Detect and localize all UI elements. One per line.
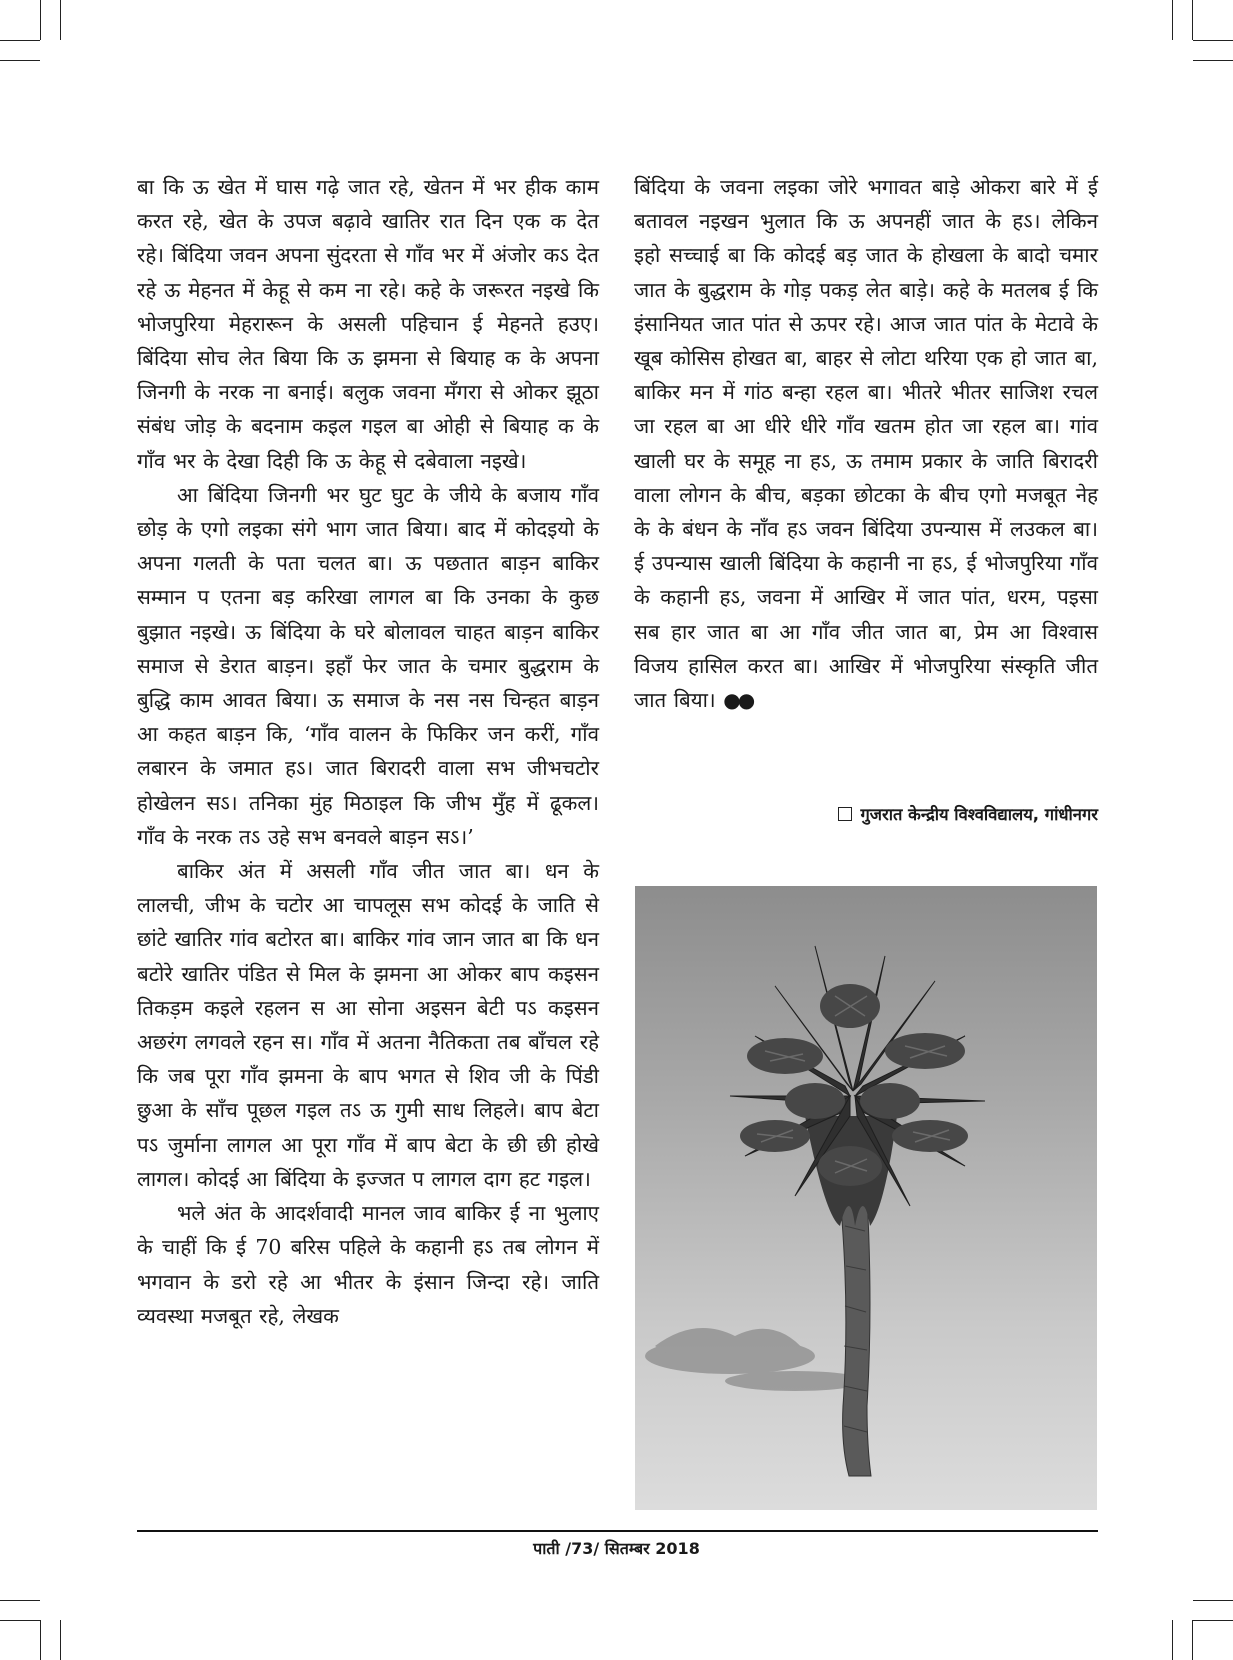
affiliation-text: गुजरात केन्द्रीय विश्वविद्यालय, गांधीनगर (860, 805, 1098, 824)
paragraph-text: बिंदिया के जवना लइका जोरे भगावत बाड़े ओकरा बारे में ई बतावल नइखन भुलात कि ऊ अपनहीं जात के हऽ। लेकिन इहो सच्चाई बा कि कोदई बड़ जात के होखला के बादो चमार जात के बुद्धराम के गोड़ पकड़ लेत बाड़े। कहे के मतलब ई कि इंसानियत जात पांत से ऊपर रहे। आज जात पांत के मेटावे के खूब कोसिस होखत बा, बाहर से लोटा थरिया एक हो जात बा, बाकिर मन में गांठ बन्हा रहल बा। भीतरे भीतर साजिश रचल जा रहल बा आ धीरे धीरे गाँव खतम होत जा रहल बा। गांव खाली घर के समूह ना हऽ, ऊ तमाम प्रकार के जाति बिरादरी वाला लोगन के बीच, बड़का छोटका के बीच एगो मजबूत नेह के के बंधन के नाँव हऽ जवन बिंदिया उपन्यास में लउकल बा। ई उपन्यास खाली बिंदिया के कहानी ना हऽ, ई भोजपुरिया गाँव के कहानी हऽ, जवना में आखिर में जात पांत, धरम, पइसा सब हार जात बा आ गाँव जीत जात बा, प्रेम आ विश्वास विजय हासिल करत बा। आखिर में भोजपुरिया संस्कृति जीत जात बिया। (634, 175, 1098, 713)
crop-mark (60, 1620, 61, 1660)
crop-mark (60, 0, 61, 40)
crop-mark (0, 60, 40, 61)
tree-trunk (840, 1196, 871, 1476)
crop-mark (40, 1620, 41, 1660)
crop-mark (1193, 60, 1233, 61)
crop-mark (1193, 1620, 1233, 1621)
palm-tree-photo (635, 886, 1097, 1510)
square-bullet-icon (838, 807, 852, 821)
crop-mark (1172, 0, 1173, 40)
crop-mark (0, 1620, 40, 1621)
crop-mark (0, 40, 40, 41)
paragraph: बाकिर अंत में असली गाँव जीत जात बा। धन के लालची, जीभ के चटोर आ चापलूस सभ कोदई के जाति से छांटे खातिर गांव बटोरत बा। बाकिर गांव जान जात बा कि धन बटोरे खातिर पंडित से मिल के झमना आ ओकर बाप कइसन तिकड़म कइले रहलन स आ सोना अइसन बेटी पऽ कइसन अछरंग लगवले रहन स। गाँव में अतना नैतिकता तब बाँचल रहे कि जब पूरा गाँव झमना के बाप भगत से शिव जी के पिंडी छुआ के साँच पूछल गइल तऽ ऊ गुमी साध लिहले। बाप बेटा पऽ जुर्माना लागल आ पूरा गाँव में बाप बेटा के छी छी होखे लागल। कोदई आ बिंदिया के इज्जत प लागल दाग हट गइल। (137, 859, 599, 1191)
palm-tree-illustration (635, 886, 1097, 1510)
article-column-left (137, 170, 599, 1333)
paragraph: बा कि ऊ खेत में घास गढ़े जात रहे, खेतन में भर हीक काम करत रहे, खेत के उपज बढ़ावे खातिर रात दिन एक क देत रहे। बिंदिया जवन अपना सुंदरता से गाँव भर में अंजोर कऽ देत रहे ऊ मेहनत में केहू से कम ना रहे। कहे के जरूरत नइखे कि भोजपुरिया मेहरारून के असली पहिचान ई मेहनते हउए। बिंदिया सोच लेत बिया कि ऊ झमना से बियाह क के अपना जिनगी के नरक ना बनाई। बलुक जवना मँगरा से ओकर झूठा संबंध जोड़ के बदनाम कइल गइल बा ओही से बियाह क के गाँव भर के देखा दिही कि ऊ केहू से दबेवाला नइखे। (137, 175, 599, 473)
tree-shadow (645, 1328, 865, 1391)
crop-mark (1193, 1600, 1233, 1601)
crop-mark (1193, 40, 1233, 41)
page-footer: पाती /73/ सितम्बर 2018 (533, 1539, 700, 1558)
crop-mark (1192, 0, 1193, 40)
crop-mark (40, 0, 41, 40)
paragraph: भले अंत के आदर्शवादी मानल जाव बाकिर ई ना भुलाए के चाहीं कि ई 70 बरिस पहिले के कहानी हऽ तब लोगन में भगवान के डरो रहे आ भीतर के इंसान जिन्दा रहे। जाति व्यवस्था मजबूत रहे, लेखक (137, 1201, 599, 1328)
end-of-article-mark: ●● (723, 688, 753, 713)
crop-mark (0, 1600, 40, 1601)
article-column-right (634, 170, 1098, 717)
paragraph (634, 170, 1098, 717)
footer-rule (137, 1530, 1098, 1532)
crop-mark (1172, 1620, 1173, 1660)
paragraph: आ बिंदिया जिनगी भर घुट घुट के जीये के बजाय गाँव छोड़ के एगो लइका संगे भाग जात बिया। बाद में कोदइयो के अपना गलती के पता चलत बा। ऊ पछतात बाड़न बाकिर सम्मान प एतना बड़ करिखा लागल बा कि उनका के कुछ बुझात नइखे। ऊ बिंदिया के घरे बोलावल चाहत बाड़न बाकिर समाज से डेरात बाड़न। इहाँ फेर जात के चमार बुद्धराम के बुद्धि काम आवत बिया। ऊ समाज के नस नस चिन्हत बाड़न आ कहत बाड़न कि, ‘गाँव वालन के फिकिर जन करीं, गाँव लबारन के जमात हऽ। जात बिरादरी वाला सभ जीभचटोर होखेलन सऽ। तनिका मुंह मिठाइल कि जीभ मुँह में ढूकल। गाँव के नरक तऽ उहे सभ बनवले बाड़न सऽ।’ (137, 482, 599, 849)
crop-mark (1192, 1620, 1193, 1660)
author-affiliation (838, 802, 1098, 825)
